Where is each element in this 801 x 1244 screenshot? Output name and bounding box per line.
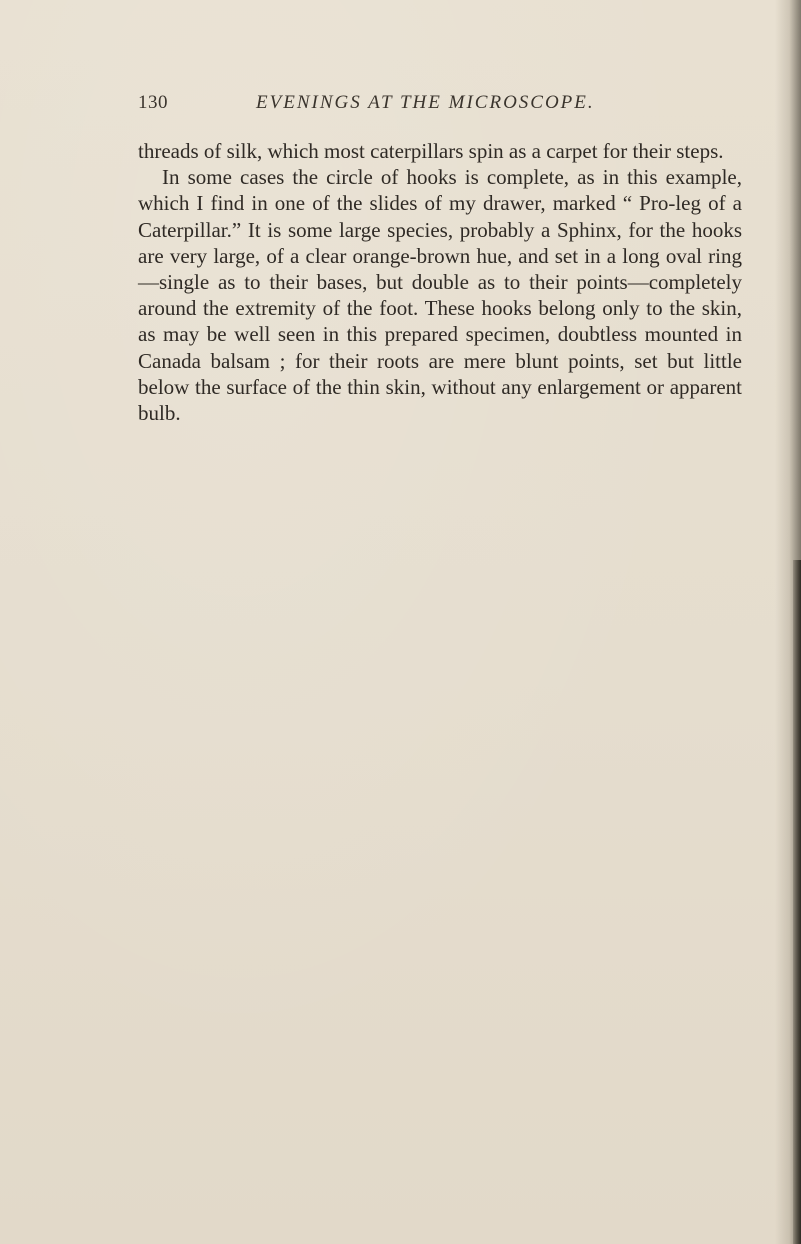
spine-edge — [793, 560, 801, 1244]
page-number: 130 — [138, 92, 168, 113]
paragraph-continuation: threads of silk, which most caterpillars spin as a carpet for their steps. — [138, 139, 724, 163]
page-header — [138, 92, 758, 120]
paragraph-hooks: In some cases the circle of hooks is complete, as in this example, which I find in one of the slides of my drawer, marked “ Pro-leg of a Caterpillar.” It is some large species, probably a Sphinx, for the hooks are very large, of a clear orange-brown hue, and set in a long oval ring—single as to their bases, but double as to their points—completely around the extremity of the foot. These hooks belong only to the skin, as may be well seen in this prepared specimen, doubtless mounted in Canada balsam ; for their roots are mere blunt points, set but little below the surface of the thin skin, without any enlargement or apparent bulb. — [138, 165, 742, 426]
running-title: EVENINGS AT THE MICROSCOPE. — [256, 92, 595, 113]
body-text — [138, 138, 742, 426]
